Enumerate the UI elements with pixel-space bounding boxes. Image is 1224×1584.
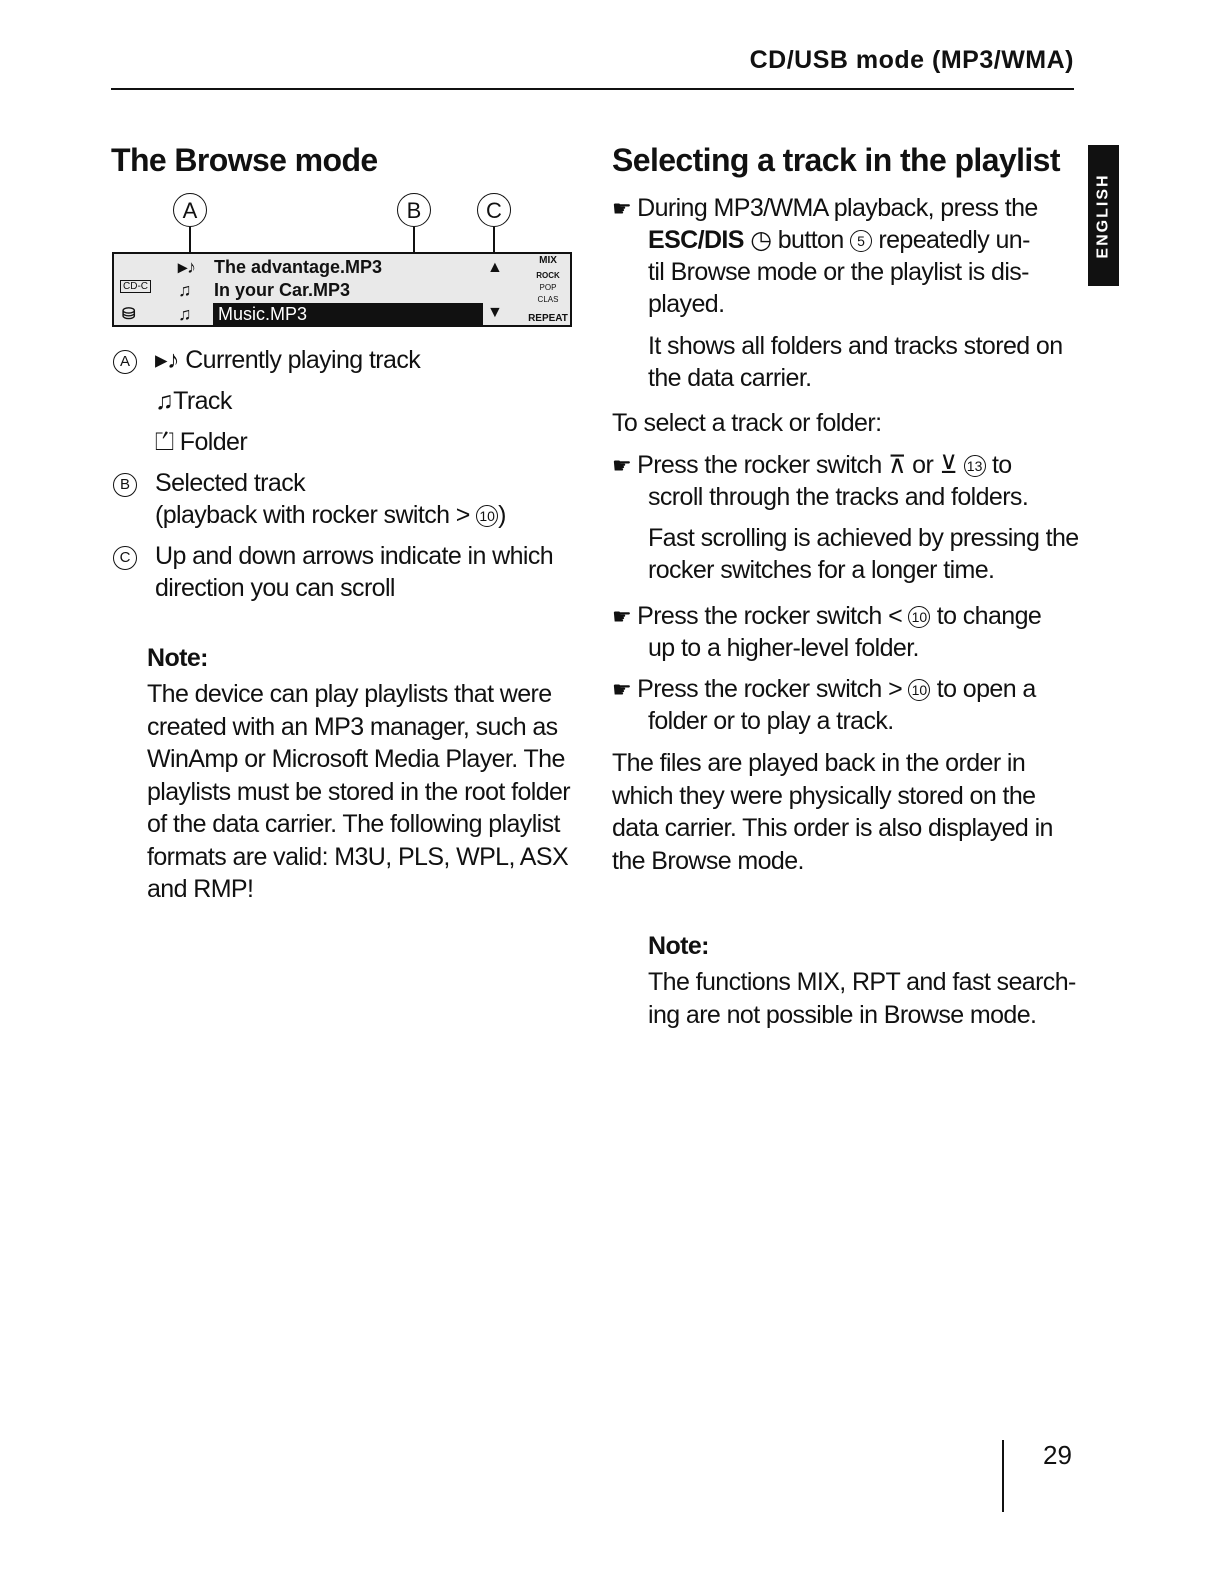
bullet-4: ☛ Press the rocker switch > 10 to open a [612,675,1036,703]
right-heading: Selecting a track in the playlist [612,142,1060,178]
legend-a-item: ⏍ Folder [155,428,248,456]
order-paragraph: The files are played back in the order in which they were physically stored on the data carrier. This order is also displayed in the Browse mode. [612,749,1053,875]
scroll-down-arrow-icon: ▼ [487,304,503,321]
legend-c-line: direction you can scroll [155,574,395,602]
repeat-label: REPEAT [528,313,568,324]
bullet-1-sub: It shows all folders and tracks stored on [648,332,1063,360]
pop-label: POP [539,283,557,292]
playing-icon: ▸♪ [155,346,179,374]
language-tab [1088,145,1119,286]
left-heading: The Browse mode [111,142,378,178]
right-note-title: Note: [648,932,709,960]
bullet-3: ☛ Press the rocker switch < 10 to change [612,602,1042,630]
rock-label: ROCK [536,271,560,280]
clock-icon: ◷ [750,226,772,254]
left-note-body: The device can play playlists that were created with an MP3 manager, such as WinAmp or Microsoft Media Player. The playlists must be stored in the root folder of the data carrier. The following playlist formats are valid: M3U, PLS, WPL, ASX and RMP! [147,680,571,903]
rocker-up-icon: ⊼ [888,451,906,479]
track-note-icon: ♫ [178,280,192,300]
legend-b-line: (playback with rocker switch > 10 ) [155,501,506,529]
pointing-hand-icon: ☛ [612,604,632,629]
header-rule [111,88,1074,90]
rocker-down-icon: ⊻ [939,451,958,479]
bullet-1: ☛ During MP3/WMA playback, press the [612,194,1038,222]
cd-changer-badge: CD-C [120,280,151,293]
display-illustration [112,252,572,327]
bullet-2-sub: rocker switches for a longer time. [648,556,995,584]
legend-a-item: ♫Track [155,387,232,415]
pointing-hand-icon: ☛ [612,677,632,702]
bullet-4-line: folder or to play a track. [648,707,894,735]
page-number: 29 [1043,1440,1072,1470]
usb-icon: ⛁ [122,306,136,323]
playing-note-icon: ▸♪ [178,257,197,277]
legend-b-marker: B [113,473,137,497]
bullet-1-line: played. [648,290,725,318]
folder-icon: ⏍ [155,428,174,456]
clas-label: CLAS [537,295,559,304]
bullet-2-line: scroll through the tracks and folders. [648,483,1029,511]
callout-b: B [397,193,431,227]
select-intro: To select a track or folder: [612,409,882,437]
pointing-hand-icon: ☛ [612,453,632,478]
display-row-1: The advantage.MP3 [214,257,383,277]
legend-c-marker: C [113,546,137,570]
legend-a-item: ▸♪ Currently playing track [155,346,421,374]
language-tab-label: ENGLISH [1094,172,1112,259]
display-row-3-selected: Music.MP3 [218,304,308,324]
legend-b-line: Selected track [155,469,306,497]
right-note-body: The functions MIX, RPT and fast search- ing are not possible in Browse mode. [648,968,1076,1029]
bullet-1-line: ESC/DIS ◷ button 5 repeatedly un- [648,226,1030,254]
bullet-1-sub: the data carrier. [648,364,812,392]
running-header: CD/USB mode (MP3/WMA) [749,46,1074,74]
bullet-3-line: up to a higher-level folder. [648,634,919,662]
bullet-1-line: til Browse mode or the playlist is dis- [648,258,1029,286]
mix-label: MIX [539,255,557,266]
track-note-icon: ♫ [178,304,192,324]
callout-a: A [173,193,207,227]
footer-rule [1002,1440,1004,1512]
legend-a-marker: A [113,350,137,374]
left-note-title: Note: [147,644,208,672]
bullet-2: ☛ Press the rocker switch ⊼ or ⊻ 13 to [612,451,1012,479]
track-icon: ♫ [155,387,174,415]
pointing-hand-icon: ☛ [612,196,632,221]
bullet-2-sub: Fast scrolling is achieved by pressing the [648,524,1079,552]
callout-c: C [477,193,511,227]
legend-c-line: Up and down arrows indicate in which [155,542,554,570]
scroll-up-arrow-icon: ▲ [487,259,503,276]
display-row-2: In your Car.MP3 [214,280,351,300]
